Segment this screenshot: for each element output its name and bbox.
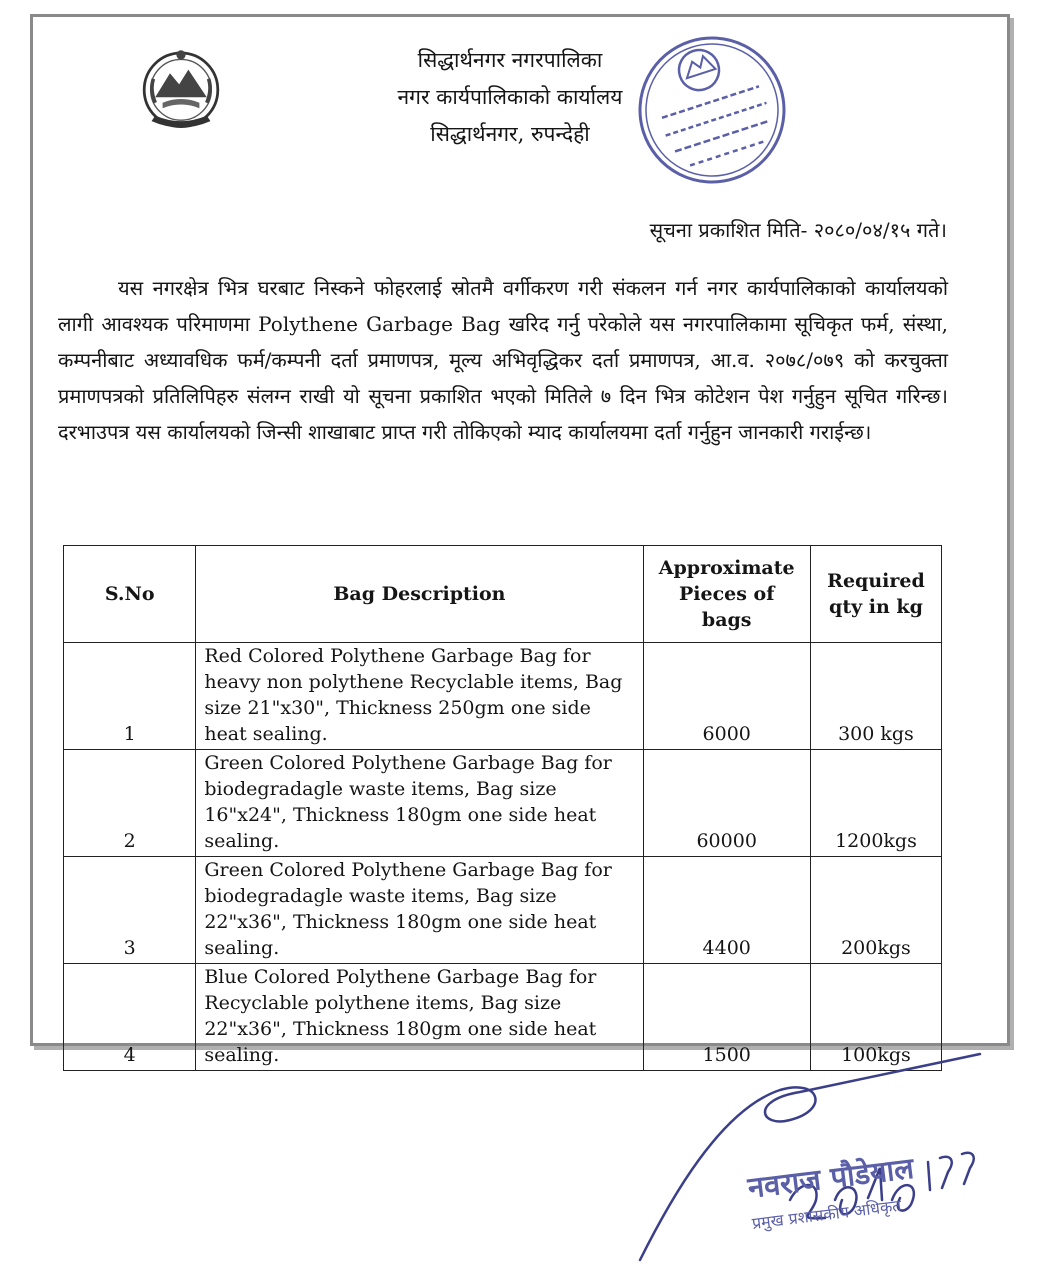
header-qty: Required qty in kg <box>810 546 941 643</box>
row-description: Green Colored Polythene Garbage Bag for biodegradagle waste items, Bag size 16"x24", Thickness 180gm one side heat sealing. <box>196 750 643 857</box>
row-sno: 4 <box>64 964 196 1071</box>
row-pieces: 60000 <box>643 750 810 857</box>
header-sno: S.No <box>64 546 196 643</box>
header-pieces: Approximate Pieces of bags <box>643 546 810 643</box>
office-header <box>340 42 680 153</box>
row-sno: 2 <box>64 750 196 857</box>
row-pieces: 1500 <box>643 964 810 1071</box>
office-location: सिद्धार्थनगर, रुपन्देही <box>430 122 590 146</box>
header-description: Bag Description <box>196 546 643 643</box>
garbage-bag-table <box>63 545 942 1071</box>
row-sno: 3 <box>64 857 196 964</box>
notice-body <box>58 270 948 450</box>
row-qty: 1200kgs <box>810 750 941 857</box>
row-description: Blue Colored Polythene Garbage Bag for Recyclable polythene items, Bag size 22"x36", Thickness 180gm one side heat sealing. <box>196 964 643 1071</box>
row-qty: 200kgs <box>810 857 941 964</box>
signatory-title: प्रमुख प्रशासकीय अधिकृत <box>750 1195 903 1233</box>
row-pieces: 6000 <box>643 643 810 750</box>
official-stamp <box>632 30 792 190</box>
signatory-name: नवराज पौडेयाल <box>745 1150 916 1205</box>
publication-date: सूचना प्रकाशित मिति- २०८०/०४/१५ गते। <box>649 218 947 242</box>
row-pieces: 4400 <box>643 857 810 964</box>
table-row <box>64 750 942 857</box>
office-name: नगर कार्यपालिकाको कार्यालय <box>397 85 623 109</box>
notice-paragraph: यस नगरक्षेत्र भित्र घरबाट निस्कने फोहरलाई स्रोतमै वर्गीकरण गरी संकलन गर्न नगर कार्यपालिकाको कार्यालयको लागी आवश्यक परिमाणमा Polythene Garbage Bag खरिद गर्नु परेकोले यस नगरपालिकामा सूचिकृत फर्म, संस्था, कम्पनीबाट अध्यावधिक फर्म/कम्पनी दर्ता प्रमाणपत्र, मूल्य अभिवृद्धिकर दर्ता प्रमाणपत्र, आ.व. २०७८/०७९ को करचुक्ता प्रमाणपत्रको प्रतिलिपिहरु संलग्न राखी यो सूचना प्रकाशित भएको मितिले ७ दिन भित्र कोटेशन पेश गर्नुहुन सूचित गरिन्छ। दरभाउपत्र यस कार्यालयको जिन्सी शाखाबाट प्राप्त गरी तोकिएको म्याद कार्यालयमा दर्ता गर्नुहुन जानकारी गराईन्छ। <box>58 276 949 444</box>
row-qty: 300 kgs <box>810 643 941 750</box>
table-row <box>64 643 942 750</box>
municipality-name: सिद्धार्थनगर नगरपालिका <box>417 48 603 72</box>
table-header-row <box>64 546 942 643</box>
row-description: Green Colored Polythene Garbage Bag for biodegradagle waste items, Bag size 22"x36", Thickness 180gm one side heat sealing. <box>196 857 643 964</box>
row-description: Red Colored Polythene Garbage Bag for heavy non polythene Recyclable items, Bag size 21"x30", Thickness 250gm one side heat sealing. <box>196 643 643 750</box>
nepal-emblem-icon <box>135 42 227 134</box>
row-qty: 100kgs <box>810 964 941 1071</box>
table-row <box>64 857 942 964</box>
row-sno: 1 <box>64 643 196 750</box>
